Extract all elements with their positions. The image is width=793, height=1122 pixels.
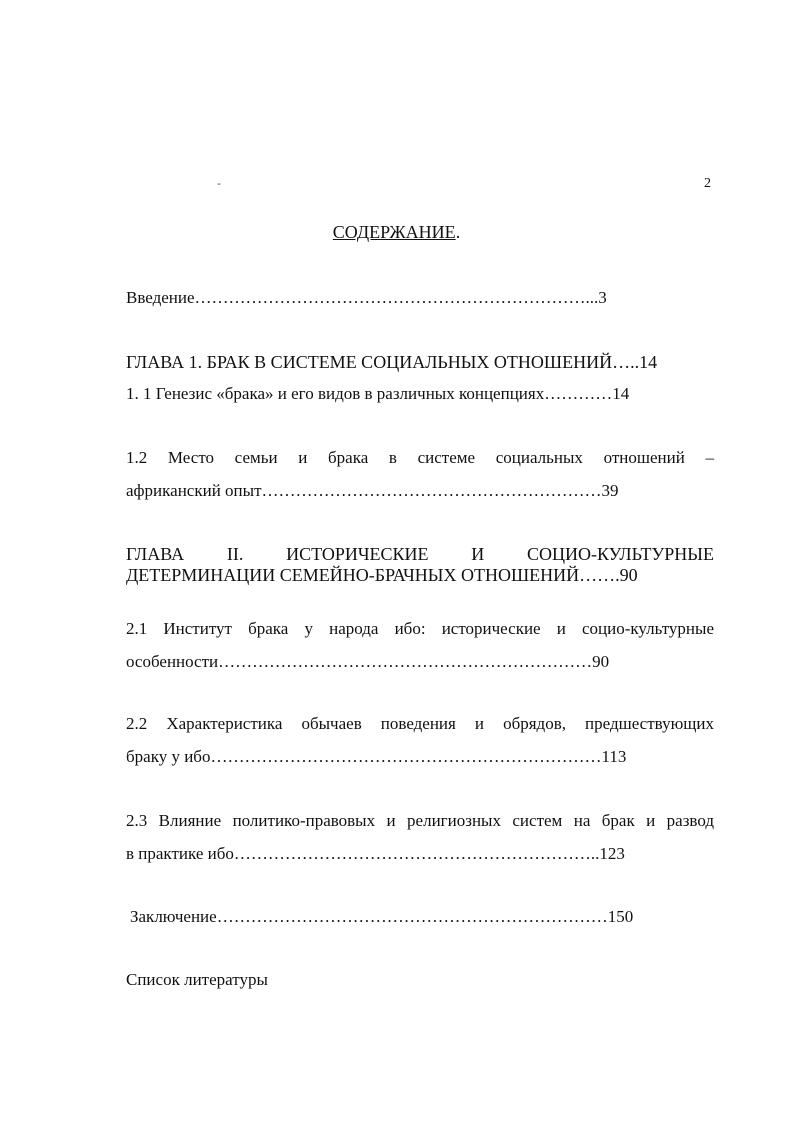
stray-mark: - — [217, 176, 221, 190]
toc-entry-2-1-line2: особенности…………………………………………………………90 — [126, 652, 610, 671]
toc-entry-chapter-1-text: ГЛАВА 1. БРАК В СИСТЕМЕ СОЦИАЛЬНЫХ ОТНОШЕНИЙ…..14 — [126, 352, 658, 372]
toc-entry-1-1-text: 1. 1 Генезис «брака» и его видов в различных концепциях…………14 — [126, 384, 630, 403]
toc-entry-chapter-1 — [126, 350, 714, 374]
toc-entry-1-2-line2: африканский опыт……………………………………………………39 — [126, 481, 619, 500]
toc-entry-2-3-line1: 2.3 Влияние политико-правовых и религиозных систем на брак и развод — [126, 811, 714, 830]
title-suffix: . — [455, 222, 461, 242]
toc-entry-2-2-line1: 2.2 Характеристика обычаев поведения и обрядов, предшествующих — [126, 714, 714, 733]
toc-entry-2-1 — [126, 617, 714, 674]
toc-entry-intro — [126, 286, 714, 310]
toc-entry-1-1 — [126, 382, 714, 406]
toc-entry-2-3 — [126, 809, 714, 866]
toc-entry-1-2-line1: 1.2 Место семьи и брака в системе социальных отношений – — [126, 448, 714, 467]
toc-entry-2-2-line2: браку у ибо……………………………………………………………113 — [126, 747, 627, 766]
title-text: СОДЕРЖАНИЕ — [332, 222, 456, 242]
toc-entry-conclusion-text: Заключение……………………………………………………………150 — [130, 907, 634, 926]
toc-entry-references-text: Список литературы — [126, 970, 268, 989]
page-title — [0, 222, 793, 243]
toc-entry-1-2 — [126, 446, 714, 503]
toc-entry-chapter-2-line2: ДЕТЕРМИНАЦИИ СЕМЕЙНО-БРАЧНЫХ ОТНОШЕНИЙ…….90 — [126, 565, 638, 585]
toc-entry-2-1-line1: 2.1 Институт брака у народа ибо: исторические и социо-культурные — [126, 619, 714, 638]
toc-entry-intro-text: Введение……………………………………………………………...3 — [126, 288, 607, 307]
toc-entry-references — [126, 968, 714, 992]
toc-entry-chapter-2 — [126, 542, 714, 587]
toc-entry-chapter-2-line1: ГЛАВА II. ИСТОРИЧЕСКИЕ И СОЦИО-КУЛЬТУРНЫЕ — [126, 544, 714, 564]
toc-entry-2-2 — [126, 712, 714, 769]
page-number: 2 — [704, 176, 711, 191]
toc-entry-conclusion — [130, 905, 718, 929]
toc-entry-2-3-line2: в практике ибо………………………………………………………..123 — [126, 844, 625, 863]
